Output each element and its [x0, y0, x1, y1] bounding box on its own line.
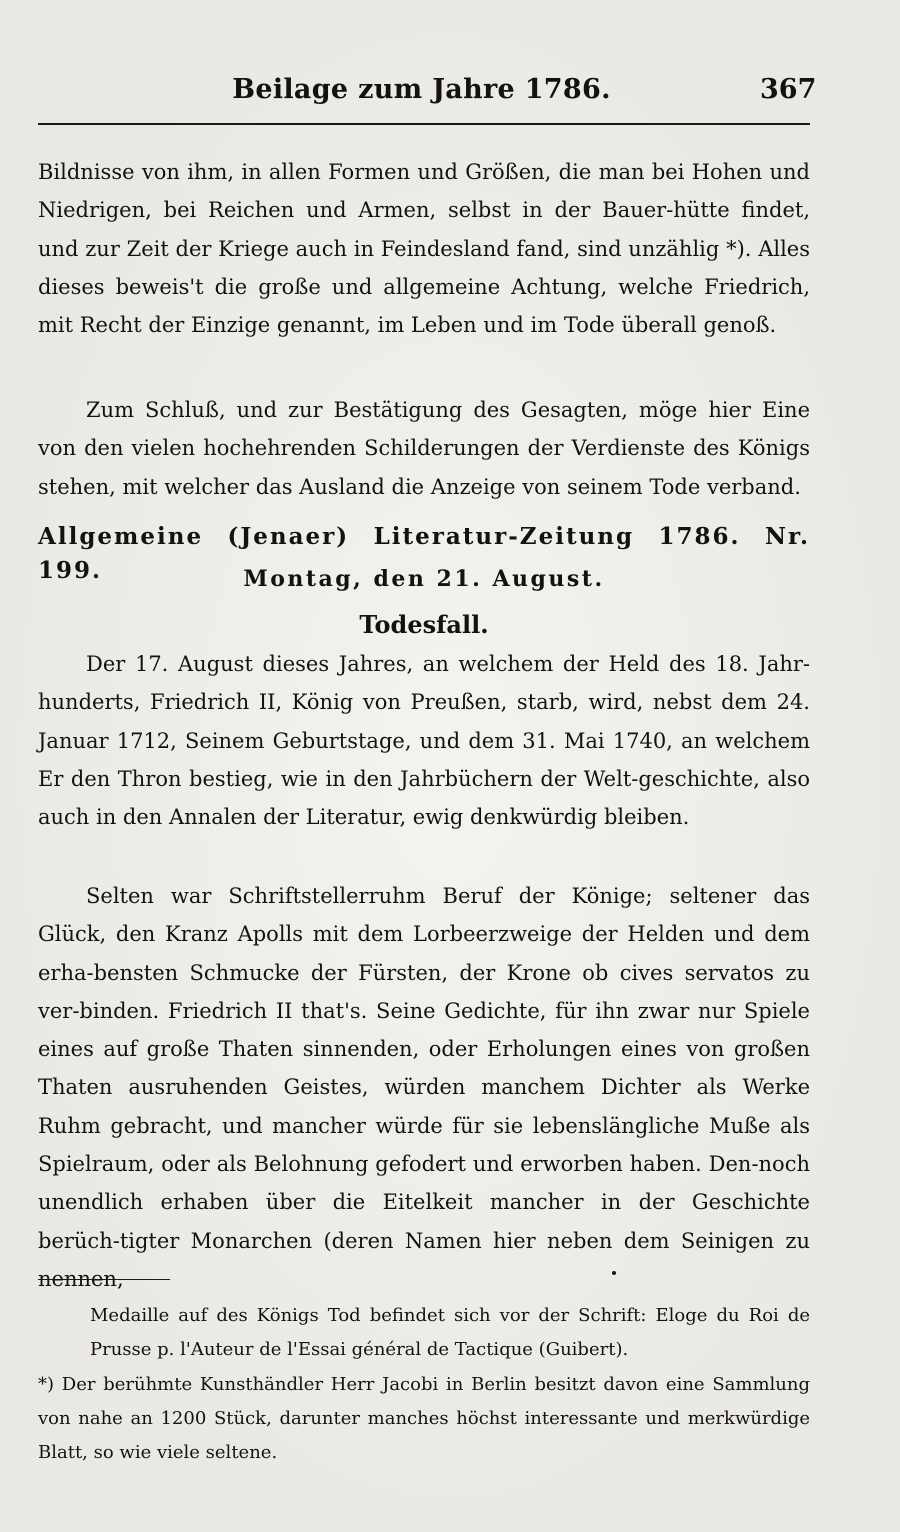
running-head-title: Beilage zum Jahre 1786. [232, 74, 611, 105]
page-number: 367 [760, 74, 817, 105]
paragraph-text: Bildnisse von ihm, in allen Formen und Größen, die man bei Hohen und Niedrigen, bei Reichen und Armen, selbst in der Bauer-hütte findet, und zur Zeit der Kriege auch in Feindesland fand, sind unzählig *). Alles dieses beweis't die große und allgemeine Achtung, welche Friedrich, mit Recht der Einzige genannt, im Leben und im Tode überall genoß. [38, 160, 810, 338]
footnote-rule [38, 1279, 170, 1280]
body-paragraph-poetry [38, 877, 810, 1298]
header-rule [38, 123, 810, 125]
body-paragraph-portraits [38, 153, 810, 344]
body-paragraph-conclusion [38, 391, 810, 506]
footnote-text: *) Der berühmte Kunsthändler Herr Jacobi in Berlin besitzt davon eine Sammlung von nahe an 1200 Stück, darunter manches höchst interessante und merkwürdige Blatt, so wie viele seltene. [38, 1374, 810, 1463]
section-heading: Todesfall. [359, 610, 489, 639]
footnote-text: Medaille auf des Königs Tod befindet sich vor der Schrift: Eloge du Roi de Prusse p. l'Auteur de l'Essai général de Tactique (Guibert). [90, 1305, 810, 1360]
body-paragraph-death-date [38, 645, 810, 836]
footnote-medal [38, 1299, 810, 1367]
paragraph-text: Zum Schluß, und zur Bestätigung des Gesagten, möge hier Eine von den vielen hochehrenden Schilderungen der Verdienste des Königs stehen, mit welcher das Ausland die Anzeige von seinem Tode verband. [38, 398, 810, 499]
paragraph-text: Selten war Schriftstellerruhm Beruf der Könige; seltener das Glück, den Kranz Apolls mit dem Lorbeerzweige der Helden und dem erha-bensten Schmucke der Fürsten, der Krone ob cives servatos zu ver-binden. Friedrich II that's. Seine Gedichte, für ihn zwar nur Spiele eines auf große Thaten sinnenden, oder Erholungen eines von großen Thaten ausruhenden Geistes, würden manchem Dichter als Werke Ruhm gebracht, und mancher würde für sie lebenslängliche Muße als Spielraum, oder als Belohnung gefodert und erworben haben. Den-noch unendlich erhaben über die Eitelkeit mancher in der Geschichte berüch-tigter Monarchen (deren Namen hier neben dem Seinigen zu nennen, [38, 884, 810, 1291]
running-head [38, 74, 805, 110]
journal-title: Allgemeine (Jenaer) Literatur-Zeitung 1786. Nr. 199. [38, 523, 810, 584]
issue-date: Montag, den 21. August. [243, 566, 605, 592]
paragraph-text: Der 17. August dieses Jahres, an welchem der Held des 18. Jahr-hunderts, Friedrich II, König von Preußen, starb, wird, nebst dem 24. Januar 1712, Seinem Geburtstage, und dem 31. Mai 1740, an welchem Er den Thron bestieg, wie in den Jahrbüchern der Welt-geschichte, also auch in den Annalen der Literatur, ewig denkwürdig bleiben. [38, 652, 810, 830]
ink-dot [612, 1271, 616, 1275]
footnote-collection [38, 1368, 810, 1470]
